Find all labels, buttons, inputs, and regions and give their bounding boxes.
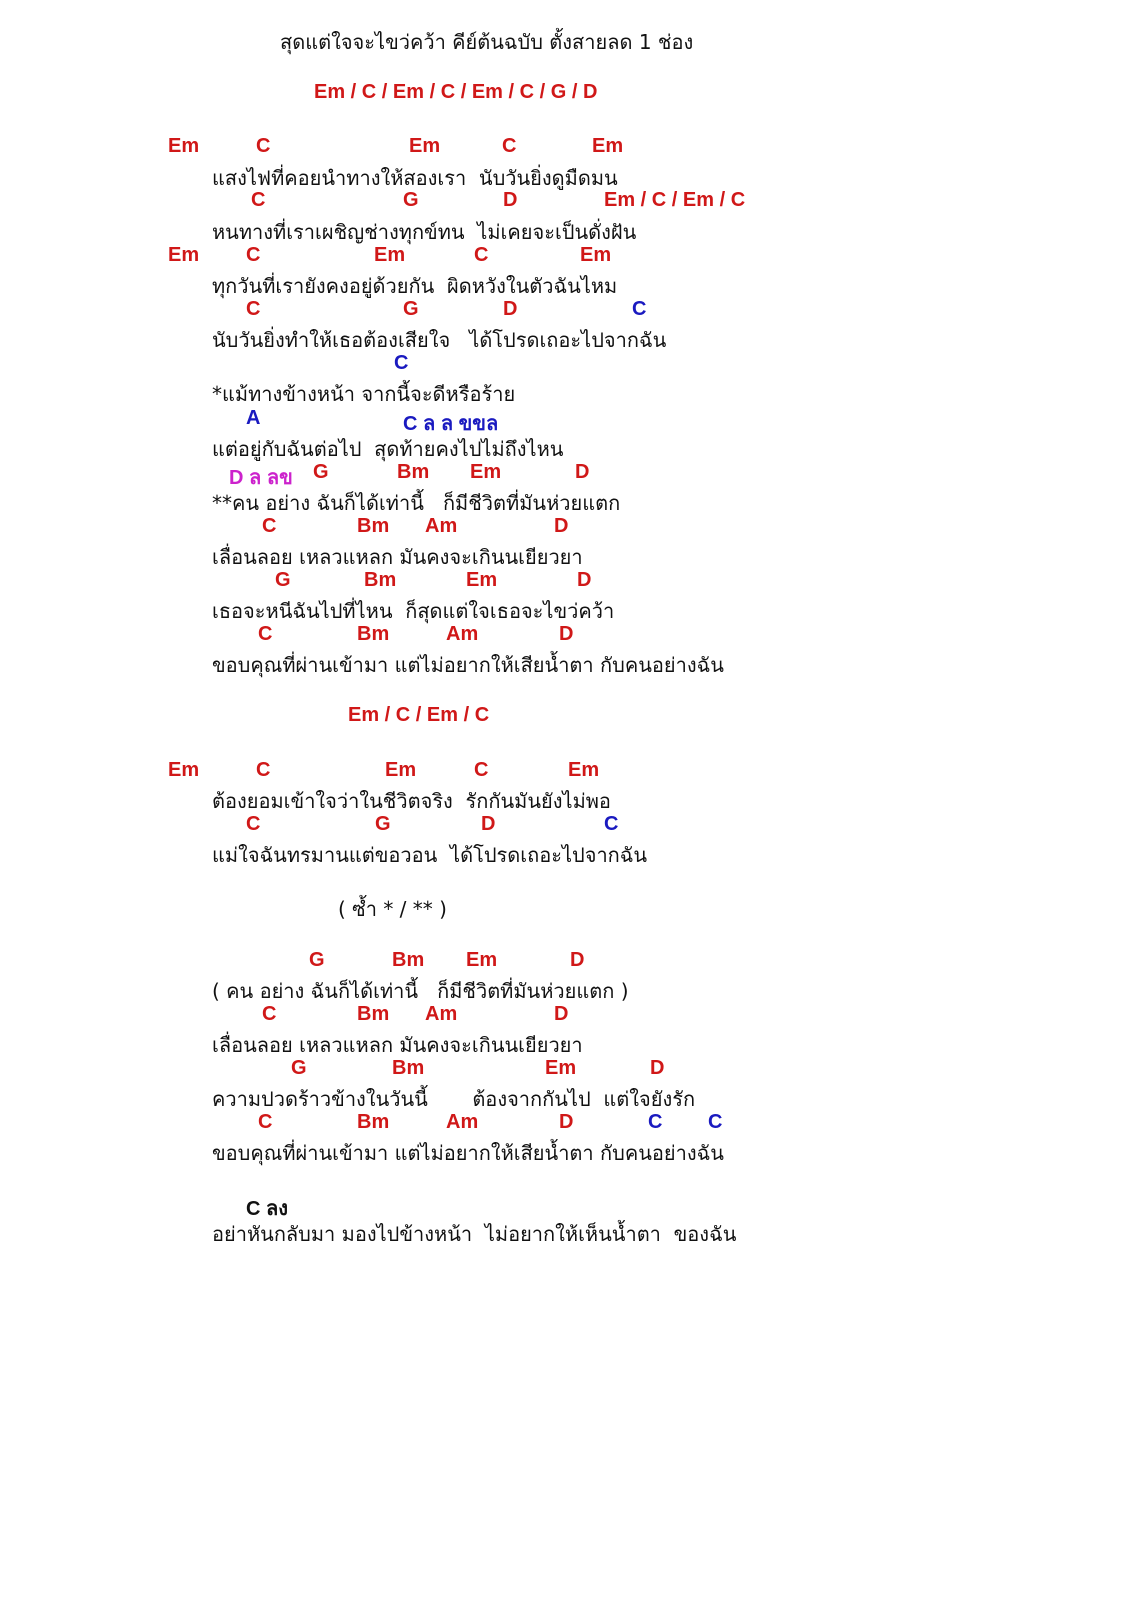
lyric-line: ขอบคุณที่ผ่านเข้ามา แต่ไม่อยากให้เสียน้ำตา กับคนอย่างฉัน [212, 653, 724, 677]
chord: C [246, 244, 261, 266]
lyric-line: ทุกวันที่เรายังคงอยู่ด้วยกัน ผิดหวังในตัวฉันไหม [212, 274, 618, 298]
repeat-note: ( ซ้ำ * / ** ) [338, 897, 447, 921]
chord: D ล ลข [229, 467, 293, 489]
chord: Bm [357, 1003, 390, 1025]
chord: C [502, 135, 517, 157]
lyric-line: อย่าหันกลับมา มองไปข้างหน้า ไม่อยากให้เห็นน้ำตา ของฉัน [212, 1222, 737, 1246]
chord: C [262, 515, 277, 537]
chord: D [577, 569, 592, 591]
lyric-line: แต่อยู่กับฉันต่อไป สุดท้ายคงไปไม่ถึงไหน [212, 437, 564, 461]
chord: Em [385, 759, 417, 781]
chord: G [291, 1057, 307, 1079]
chord: Em [470, 461, 502, 483]
chord: Bm [357, 515, 390, 537]
chord: Em [466, 949, 498, 971]
chord: C [604, 813, 619, 835]
chord: Em [374, 244, 406, 266]
chord: G [375, 813, 391, 835]
chord: Em / C / Em / C [604, 189, 746, 211]
chord: Bm [364, 569, 397, 591]
chord: Em [168, 135, 200, 157]
chord: C [256, 135, 271, 157]
lyric-line: ( คน อย่าง ฉันก็ได้เท่านี้ ก็มีชีวิตที่มันห่วยแตก ) [212, 979, 629, 1003]
chord: Em [466, 569, 498, 591]
chord: C [394, 352, 409, 374]
chord: G [309, 949, 325, 971]
chord: C [246, 813, 261, 835]
chord: D [503, 189, 518, 211]
chord: C [474, 759, 489, 781]
song-title: สุดแต่ใจจะไขว่คว้า คีย์ต้นฉบับ ตั้งสายลด 1 ช่อง [280, 30, 694, 54]
chord: C [632, 298, 647, 320]
chord: C [648, 1111, 663, 1133]
chord: Am [425, 515, 458, 537]
chord: A [246, 407, 261, 429]
chord: C [474, 244, 489, 266]
chord: Em [545, 1057, 577, 1079]
lyric-line: ขอบคุณที่ผ่านเข้ามา แต่ไม่อยากให้เสียน้ำตา กับคนอย่างฉัน [212, 1141, 724, 1165]
chord: D [559, 623, 574, 645]
chord: Em [568, 759, 600, 781]
chord: C ล ล ขขล [403, 413, 499, 435]
lyric-line: **คน อย่าง ฉันก็ได้เท่านี้ ก็มีชีวิตที่มันห่วยแตก [212, 491, 621, 515]
lyric-line: เธอจะหนีฉันไปที่ไหน ก็สุดแต่ใจเธอจะไขว่คว้า [212, 599, 615, 623]
chord: Bm [392, 1057, 425, 1079]
chord: D [554, 1003, 569, 1025]
intro-chords: Em / C / Em / C / Em / C / G / D [314, 81, 598, 103]
chord: C [251, 189, 266, 211]
chord: Em [592, 135, 624, 157]
lyric-line: เลื่อนลอย เหลวแหลก มันคงจะเกินนเยียวยา [212, 1033, 583, 1057]
chord: G [313, 461, 329, 483]
chord: G [403, 189, 419, 211]
chord: D [554, 515, 569, 537]
chord: C ลง [246, 1198, 289, 1220]
chord: G [275, 569, 291, 591]
chord: Em [168, 244, 200, 266]
chord: Em [580, 244, 612, 266]
lyric-line: ความปวดร้าวข้างในวันนี้ ต้องจากกันไป แต่ใจยังรัก [212, 1087, 696, 1111]
chord: Bm [357, 623, 390, 645]
lyric-line: ต้องยอมเข้าใจว่าในชีวิตจริง รักกันมันยังไม่พอ [212, 789, 611, 813]
lyric-line: *แม้ทางข้างหน้า จากนี้จะดีหรือร้าย [212, 382, 516, 406]
chord: C [708, 1111, 723, 1133]
chord: Am [446, 623, 479, 645]
lyric-line: แสงไฟที่คอยนำทางให้สองเรา นับวันยิ่งดูมืดมน [212, 166, 618, 190]
chord: D [481, 813, 496, 835]
lyric-line: แม่ใจฉันทรมานแต่ขอวอน ได้โปรดเถอะไปจากฉัน [212, 843, 648, 867]
chord: Em [168, 759, 200, 781]
chord: G [403, 298, 419, 320]
chord: C [246, 298, 261, 320]
chord: Bm [392, 949, 425, 971]
lyric-line: นับวันยิ่งทำให้เธอต้องเสียใจ ได้โปรดเถอะไปจากฉัน [212, 328, 667, 352]
interlude-chords: Em / C / Em / C [348, 704, 490, 726]
chord: C [256, 759, 271, 781]
chord: D [503, 298, 518, 320]
chord: D [575, 461, 590, 483]
chord: Am [425, 1003, 458, 1025]
chord: C [262, 1003, 277, 1025]
chord: Em [409, 135, 441, 157]
chord: D [650, 1057, 665, 1079]
chord: Bm [357, 1111, 390, 1133]
chord: Bm [397, 461, 430, 483]
chord: D [559, 1111, 574, 1133]
chord: C [258, 623, 273, 645]
chord: D [570, 949, 585, 971]
lyric-line: เลื่อนลอย เหลวแหลก มันคงจะเกินนเยียวยา [212, 545, 583, 569]
chord: C [258, 1111, 273, 1133]
chord: Am [446, 1111, 479, 1133]
lyric-line: หนทางที่เราเผชิญช่างทุกข์ทน ไม่เคยจะเป็นดั่งฝัน [212, 220, 637, 244]
